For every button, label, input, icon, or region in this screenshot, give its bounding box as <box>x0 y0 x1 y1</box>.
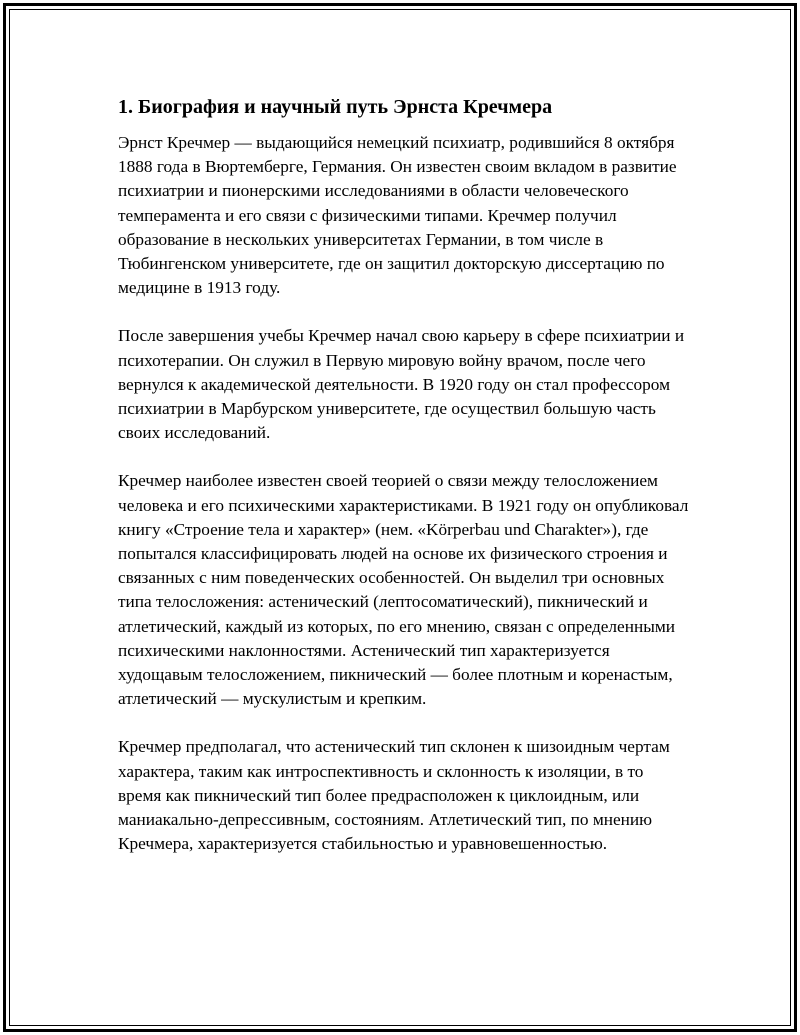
paragraph-biography: Эрнст Кречмер — выдающийся немецкий психиатр, родившийся 8 октября 1888 года в Вюртемберге, Германия. Он известен своим вкладом в развитие психиатрии и пионерскими исследованиями в области человеческого темперамента и его связи с физическими типами. Кречмер получил образование в нескольких университетах Германии, в том числе в Тюбингенском университете, где он защитил докторскую диссертацию по медицине в 1913 году. <box>118 133 677 298</box>
paragraph-career: После завершения учебы Кречмер начал свою карьеру в сфере психиатрии и психотерапии. Он служил в Первую мировую войну врачом, после чего вернулся к академической деятельности. В 1920 году он стал профессором психиатрии в Марбурском университете, где осуществил большую часть своих исследований. <box>118 326 685 443</box>
document-body <box>118 94 690 856</box>
section-heading: 1. Биография и научный путь Эрнста Кречмера <box>118 96 553 118</box>
paragraph-theory: Кречмер наиболее известен своей теорией о связи между телосложением человека и его психическими характеристиками. В 1921 году он опубликовал книгу «Строение тела и характер» (нем. «Körperbau und Charakter»), где попытался классифицировать людей на основе их физического строения и связанных с ним поведенческих особенностей. Он выделил три основных типа телосложения: астенический (лептосоматический), пикнический и атлетический, каждый из которых, по его мнению, связан с определенными психическими наклонностями. Астенический тип характеризуется худощавым телосложением, пикнический — более плотным и коренастым, атлетический — мускулистым и крепким. <box>118 471 689 709</box>
paragraph-types: Кречмер предполагал, что астенический тип склонен к шизоидным чертам характера, таким как интроспективность и склонность к изоляции, в то время как пикнический тип более предрасположен к циклоидным, или маниакально-депрессивным, состояниям. Атлетический тип, по мнению Кречмера, характеризуется стабильностью и уравновешенностью. <box>118 737 670 854</box>
